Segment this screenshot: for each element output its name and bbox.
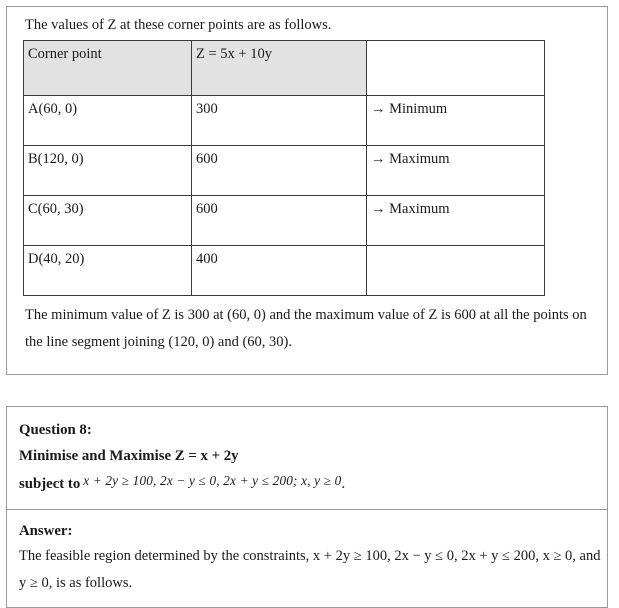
cell-corner-point: B(120, 0) (24, 146, 192, 196)
cell-remark: → Maximum (367, 196, 545, 246)
table-header-corner-point: Corner point (24, 41, 192, 96)
cell-z-value: 300 (192, 96, 367, 146)
subject-to-label: subject to (19, 476, 81, 492)
cell-z-value: 400 (192, 246, 367, 296)
question-objective: Minimise and Maximise Z = x + 2y (19, 448, 239, 464)
question-answer-block (6, 406, 608, 608)
table-header-remark (367, 41, 545, 96)
cell-corner-point: D(40, 20) (24, 246, 192, 296)
answer-section (7, 510, 607, 607)
table-row (24, 196, 545, 246)
answer-label: Answer: (19, 523, 73, 539)
cell-z-value: 600 (192, 146, 367, 196)
intro-sentence: The values of Z at these corner points are as follows. (25, 17, 332, 33)
cell-corner-point: C(60, 30) (24, 196, 192, 246)
corner-point-table (23, 40, 545, 296)
table-row (24, 246, 545, 296)
cell-z-value: 600 (192, 196, 367, 246)
trailing-period: . (341, 476, 346, 492)
cell-remark (367, 246, 545, 296)
block-gap (6, 375, 609, 406)
cell-remark: → Minimum (367, 96, 545, 146)
table-row (24, 96, 545, 146)
table-row (24, 146, 545, 196)
question-section (7, 407, 607, 510)
table-header-row (24, 41, 545, 96)
conclusion-paragraph: The minimum value of Z is 300 at (60, 0) and the maximum value of Z is 600 at all the points on the line segment joining (120, 0) and (60, 30). (25, 307, 587, 350)
question-label: Question 8: (19, 422, 92, 438)
solution-block (6, 6, 608, 375)
cell-remark: → Maximum (367, 146, 545, 196)
constraints-expression: x + 2y ≥ 100, 2x − y ≤ 0, 2x + y ≤ 200; x, y ≥ 0 (83, 473, 342, 488)
cell-corner-point: A(60, 0) (24, 96, 192, 146)
question-subject-to-line (19, 471, 607, 497)
table-header-z-expression: Z = 5x + 10y (192, 41, 367, 96)
answer-paragraph: The feasible region determined by the constraints, x + 2y ≥ 100, 2x − y ≤ 0, 2x + y ≤ 200, x ≥ 0, and y ≥ 0, is as follows. (19, 548, 601, 591)
